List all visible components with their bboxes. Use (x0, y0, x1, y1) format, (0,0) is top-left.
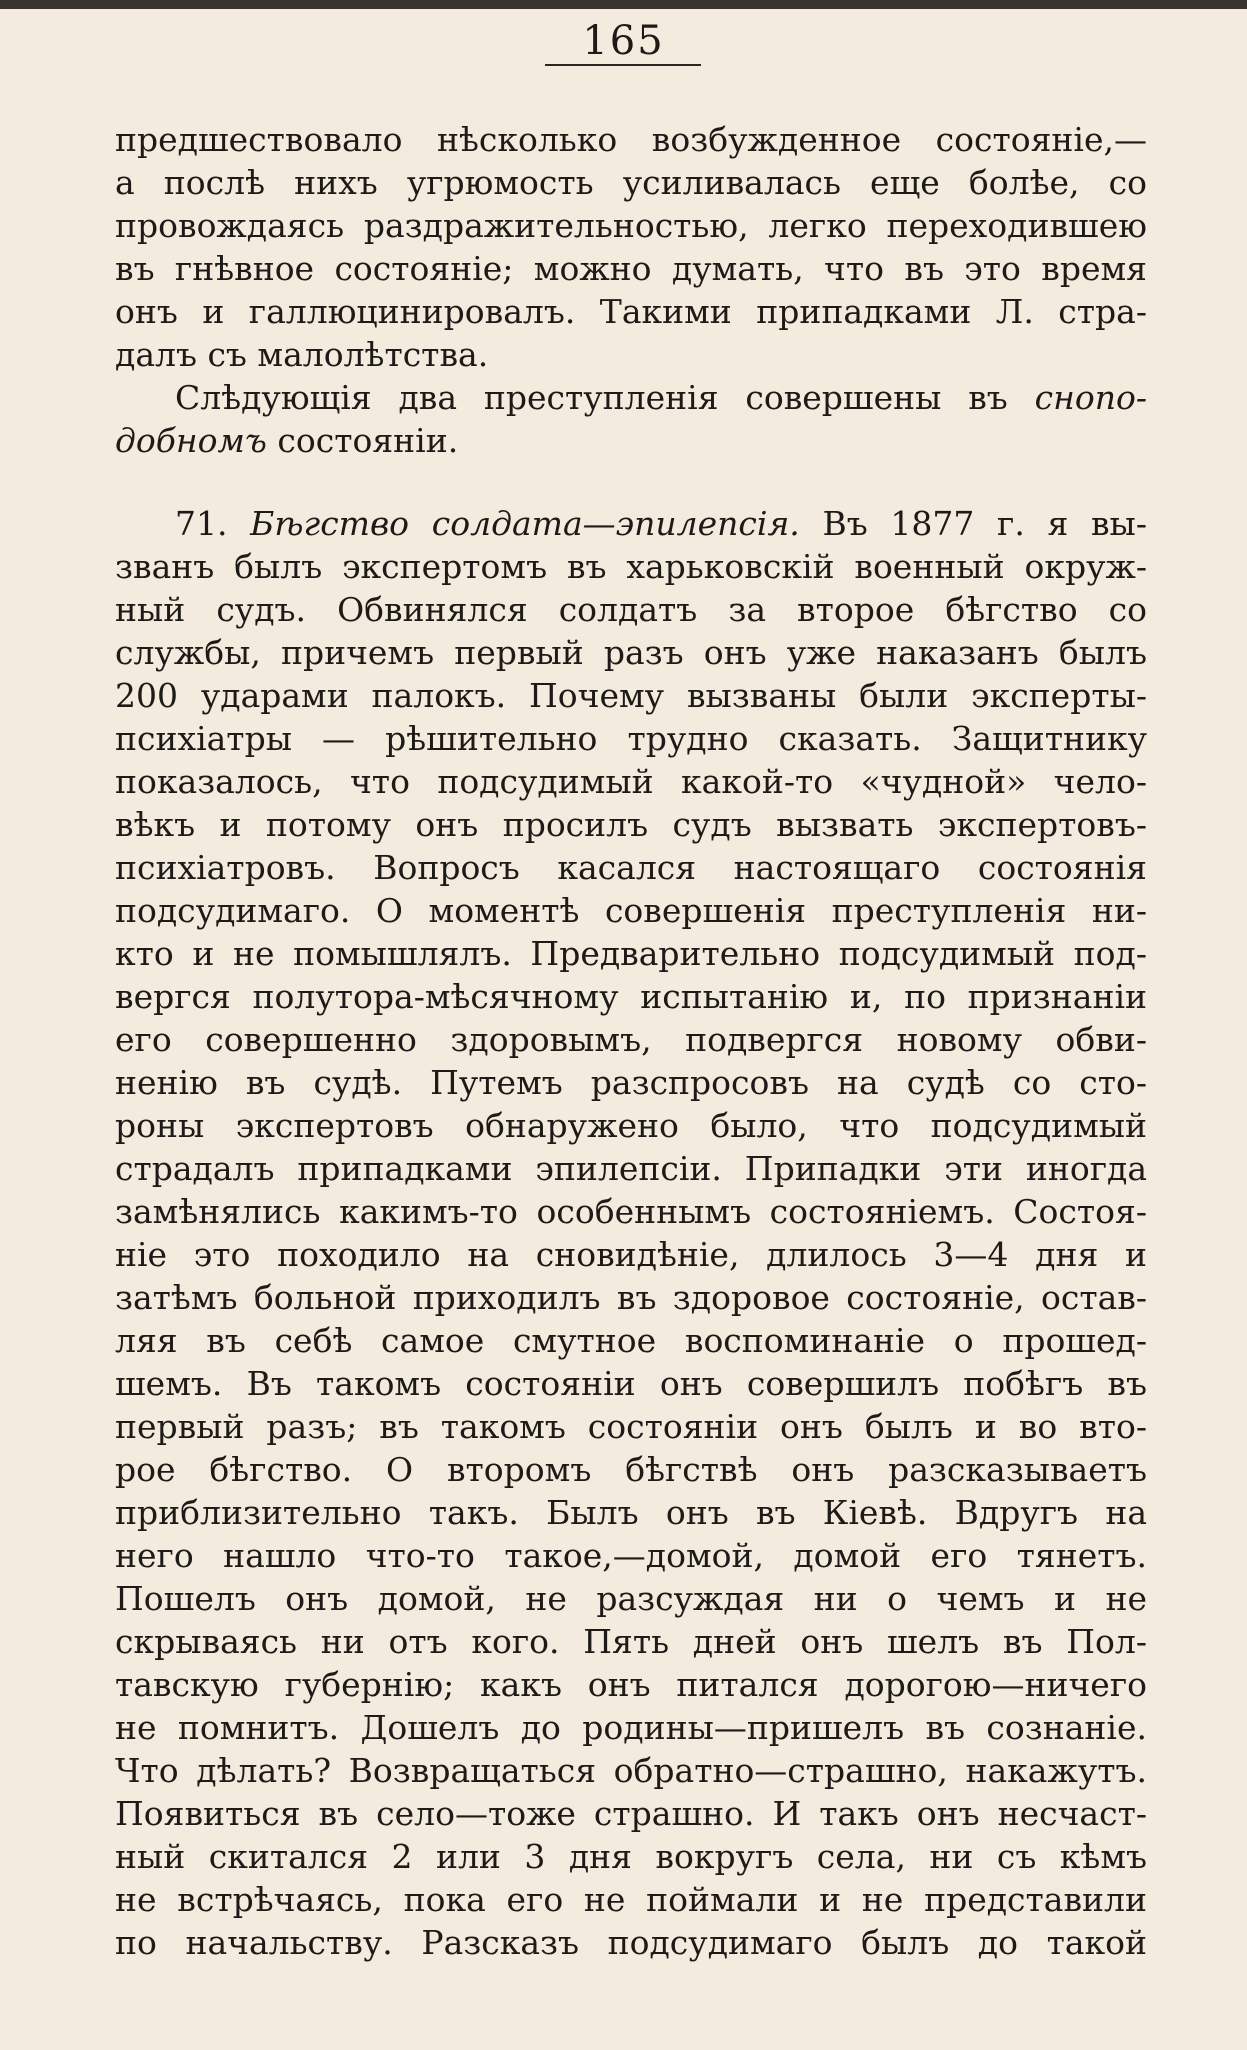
text-line: Появиться въ село—тоже страшно. И такъ онъ несчаст- (115, 1794, 1147, 1833)
text-line: ляя въ себѣ самое смутное воспоминаніе о прошед- (115, 1321, 1147, 1360)
text-line: психіатровъ. Вопросъ касался настоящаго состоянія (115, 848, 1147, 887)
section-number: 71. (175, 504, 251, 543)
text-line: психіатры — рѣшительно трудно сказать. Защитнику (115, 719, 1147, 758)
text-line: роны экспертовъ обнаружено было, что подсудимый (115, 1106, 1147, 1145)
section-heading-line (115, 502, 1147, 545)
text-line: приблизительно такъ. Былъ онъ въ Кіевѣ. Вдругъ на (115, 1493, 1147, 1532)
text-line: званъ былъ экспертомъ въ харьковскій военный окруж- (115, 547, 1147, 586)
top-border (0, 0, 1247, 9)
text-line: ніе это походило на сновидѣніе, длилось 3—4 дня и (115, 1235, 1147, 1274)
text-run: состояніи. (266, 421, 459, 460)
text-line: вергся полутора-мѣсячному испытанію и, по признаніи (115, 977, 1147, 1016)
text-line: кто и не помышлялъ. Предварительно подсудимый под- (115, 934, 1147, 973)
text-line: далъ съ малолѣтства. (115, 335, 489, 374)
text-line: по начальству. Разсказъ подсудимаго былъ до такой (115, 1923, 1147, 1962)
text-run: Въ 1877 г. я вы- (799, 504, 1147, 543)
text-line: въ гнѣвное состояніе; можно думать, что въ это время (115, 249, 1147, 288)
text-line: службы, причемъ первый разъ онъ уже наказанъ былъ (115, 633, 1147, 672)
text-run: Слѣдующія два преступленія совершены въ (175, 378, 1035, 417)
text-line: онъ и галлюцинировалъ. Такими припадками Л. стра- (115, 292, 1147, 331)
text-line: а послѣ нихъ угрюмость усиливалась еще болѣе, со (115, 163, 1147, 202)
text-line: страдалъ припадками эпилепсіи. Припадки эти иногда (115, 1149, 1147, 1188)
text-line: предшествовало нѣсколько возбужденное состояніе,— (115, 120, 1147, 159)
paragraph-1 (115, 118, 1147, 376)
text-line: тавскую губернію; какъ онъ питался дорогою—ничего (115, 1665, 1147, 1704)
text-line: затѣмъ больной приходилъ въ здоровое состояніе, остав- (115, 1278, 1147, 1317)
text-line: замѣнялись какимъ-то особеннымъ состояніемъ. Состоя- (115, 1192, 1147, 1231)
text-line: него нашло что-то такое,—домой, домой его тянетъ. (115, 1536, 1147, 1575)
text-line: шемъ. Въ такомъ состояніи онъ совершилъ побѣгъ въ (115, 1364, 1147, 1403)
text-line: ный судъ. Обвинялся солдатъ за второе бѣгство со (115, 590, 1147, 629)
text-line: Пошелъ онъ домой, не разсуждая ни о чемъ и не (115, 1579, 1147, 1618)
text-line: не помнитъ. Дошелъ до родины—пришелъ въ сознаніе. (115, 1708, 1147, 1747)
paragraph-2 (115, 376, 1147, 462)
text-line: Что дѣлать? Возвращаться обратно—страшно, накажутъ. (115, 1751, 1147, 1790)
text-line (115, 419, 1147, 462)
text-line (115, 376, 1147, 419)
text-line: не встрѣчаясь, пока его не поймали и не представили (115, 1880, 1147, 1919)
text-line: показалось, что подсудимый какой-то «чудной» чело- (115, 762, 1147, 801)
text-line: вѣкъ и потому онъ просилъ судъ вызвать экспертовъ- (115, 805, 1147, 844)
section-71 (115, 502, 1147, 1964)
text-line: подсудимаго. О моментѣ совершенія преступленія ни- (115, 891, 1147, 930)
text-line: провождаясь раздражительностью, легко переходившею (115, 206, 1147, 245)
text-line: ненію въ судѣ. Путемъ разспросовъ на судѣ со сто- (115, 1063, 1147, 1102)
section-title: Бѣгство солдата—эпилепсія. (250, 504, 800, 543)
text-line: первый разъ; въ такомъ состояніи онъ былъ и во вто- (115, 1407, 1147, 1446)
text-line: ный скитался 2 или 3 дня вокругъ села, ни съ кѣмъ (115, 1837, 1147, 1876)
page-number-rule (545, 64, 701, 66)
italic-run: снопо- (1034, 378, 1147, 417)
text-line: скрываясь ни отъ кого. Пять дней онъ шелъ въ Пол- (115, 1622, 1147, 1661)
text-line: его совершенно здоровымъ, подвергся новому обви- (115, 1020, 1147, 1059)
text-line: 200 ударами палокъ. Почему вызваны были эксперты- (115, 676, 1147, 715)
text-line: рое бѣгство. О второмъ бѣгствѣ онъ разсказываетъ (115, 1450, 1147, 1489)
italic-run: добномъ (115, 421, 267, 460)
page-number: 165 (582, 18, 665, 64)
